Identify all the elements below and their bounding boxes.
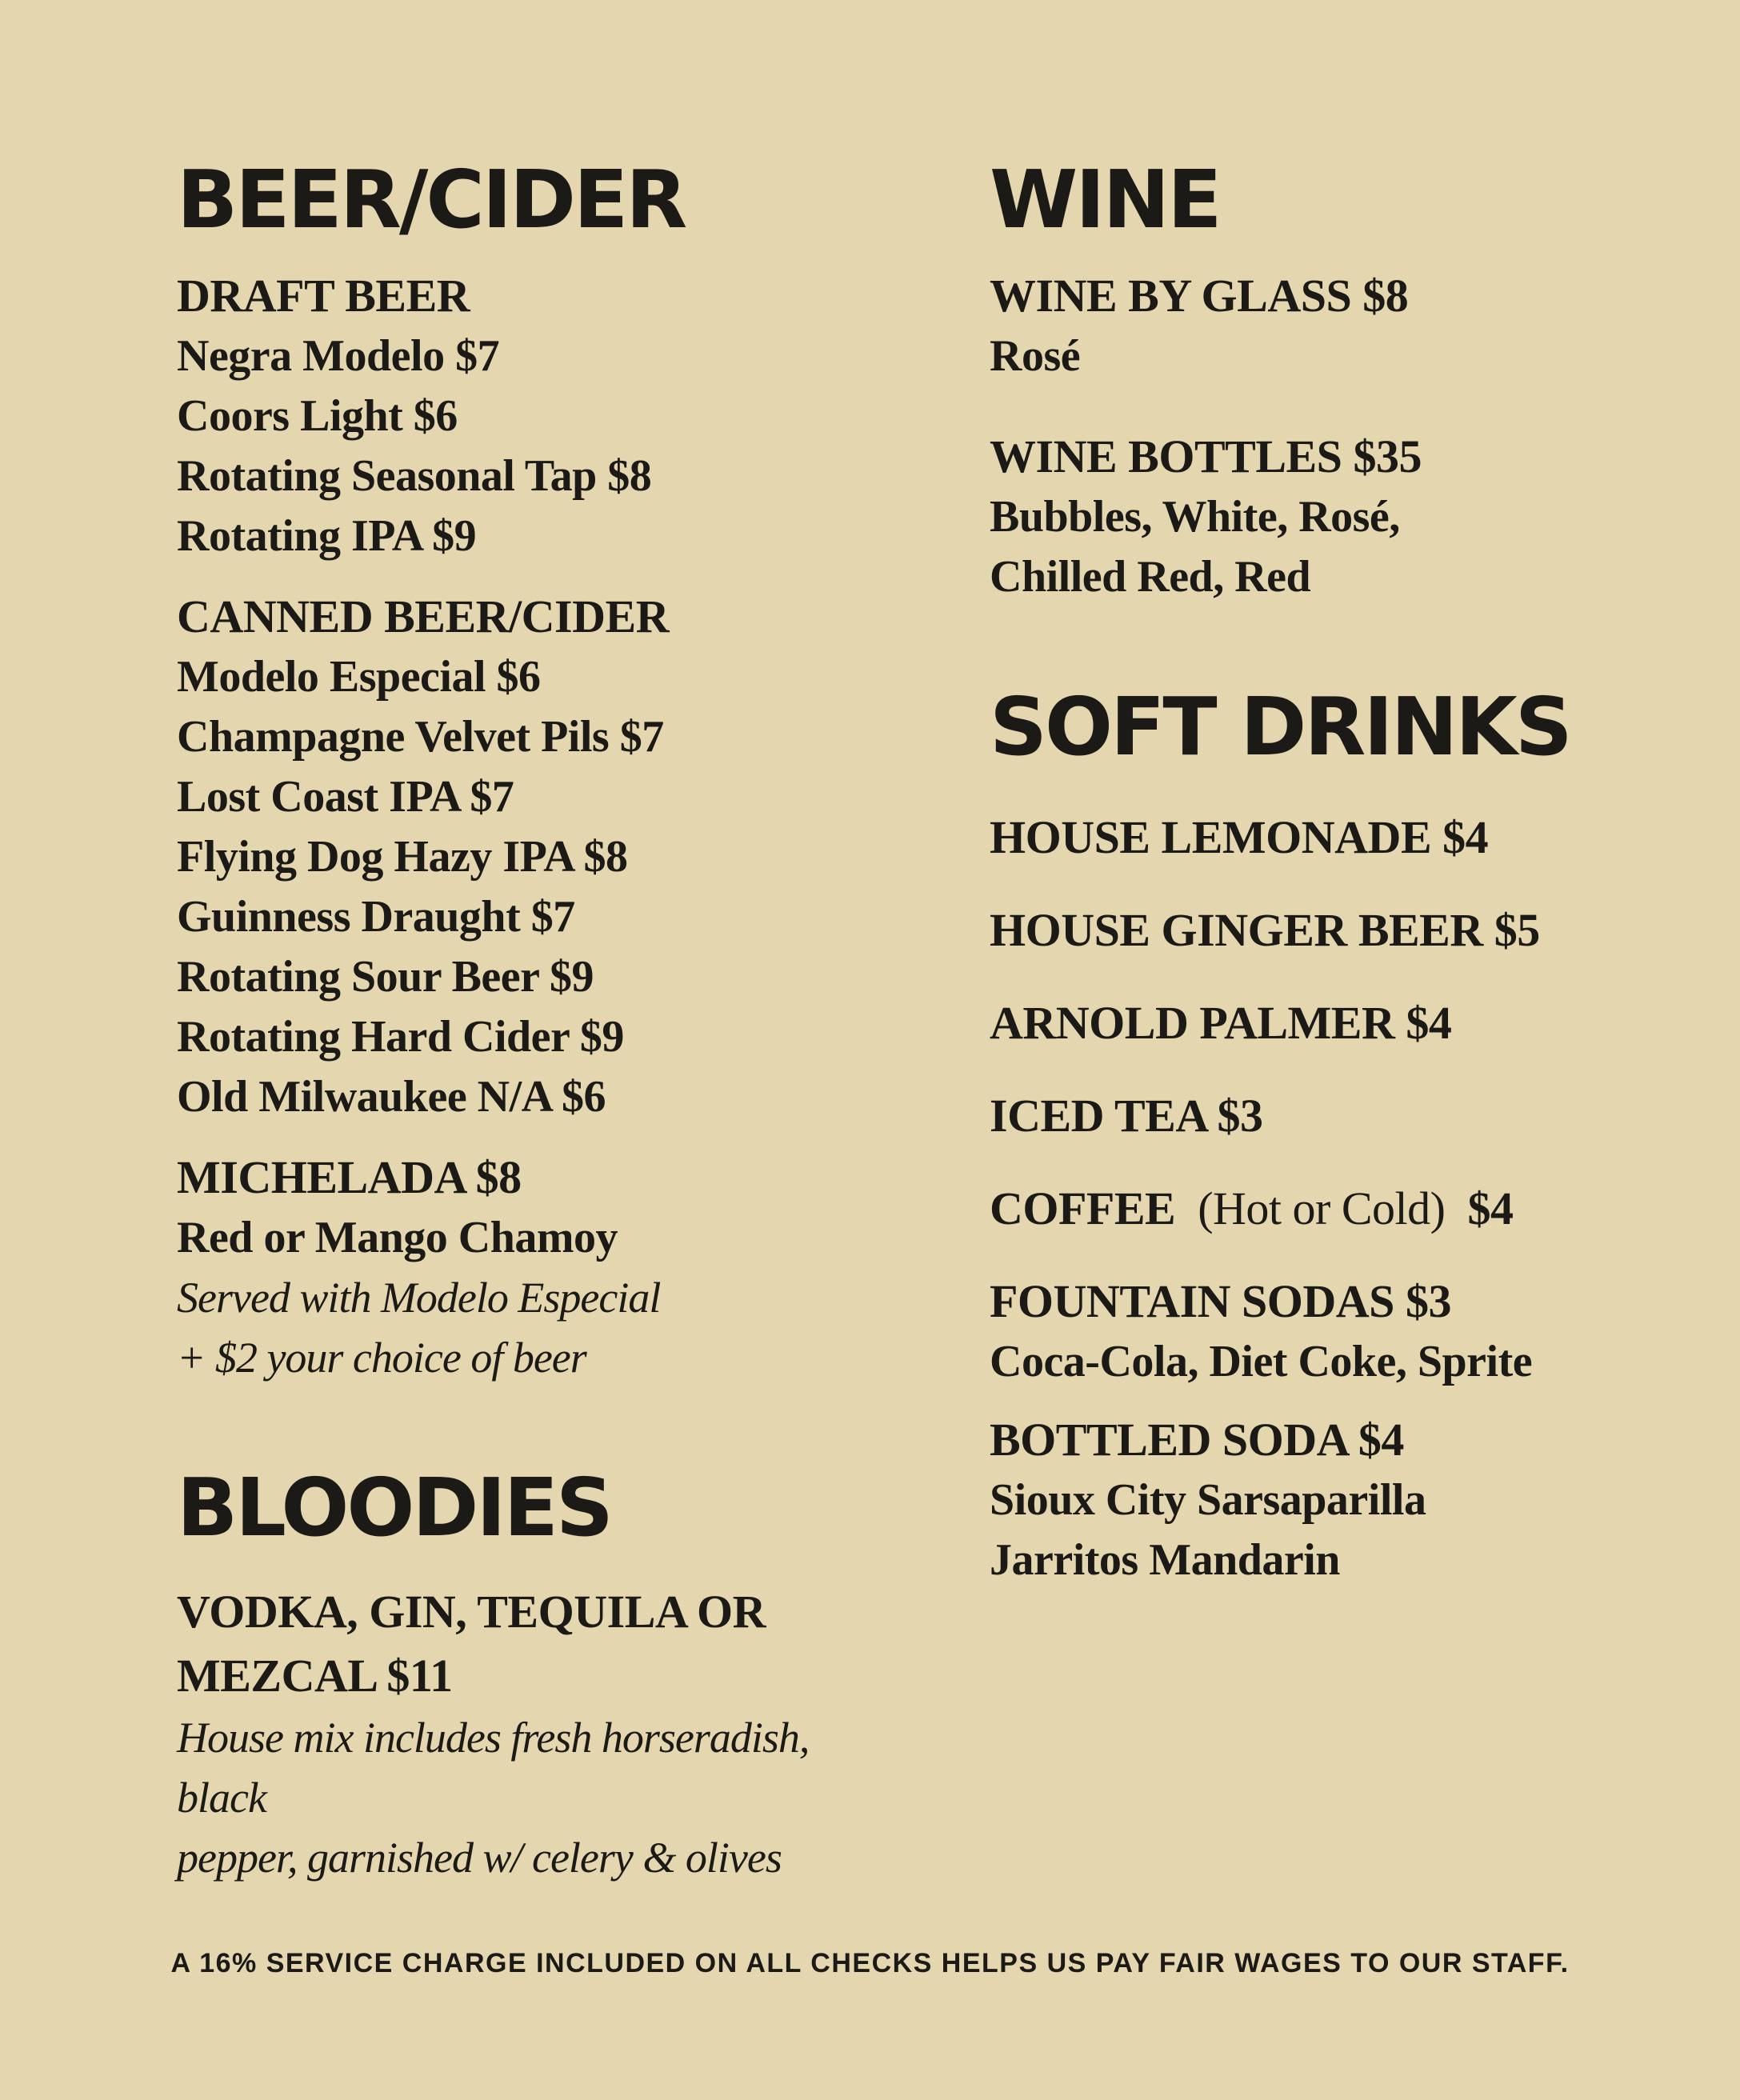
soft-drinks-title: SOFT DRINKS (990, 680, 1570, 774)
left-column (177, 152, 881, 1888)
menu-item: Modelo Especial $6 (177, 652, 541, 702)
menu-item: Rotating Hard Cider $9 (177, 1012, 624, 1062)
michelada-section (177, 1147, 881, 1388)
coffee-price: $4 (1467, 1182, 1514, 1234)
menu-item: Sioux City Sarsaparilla (990, 1475, 1426, 1525)
menu-item: Coca-Cola, Diet Coke, Sprite (990, 1337, 1533, 1386)
wine-bottles-heading: WINE BOTTLES $35 (990, 430, 1422, 482)
menu-item: Bubbles, White, Rosé, (990, 492, 1400, 542)
iced-tea-heading: ICED TEA $3 (990, 1090, 1263, 1142)
menu-item: Jarritos Mandarin (990, 1535, 1340, 1585)
service-charge-footer: A 16% SERVICE CHARGE INCLUDED ON ALL CHECKS HELPS US PAY FAIR WAGES TO OUR STAFF. (170, 1948, 1570, 1978)
menu-item: Lost Coast IPA $7 (177, 772, 514, 822)
coffee-options: (Hot or Cold) (1198, 1182, 1446, 1234)
menu-note: pepper, garnished w/ celery & olives (177, 1834, 782, 1882)
menu-note: House mix includes fresh horseradish, black (177, 1714, 810, 1822)
menu-item: Old Milwaukee N/A $6 (177, 1072, 606, 1122)
bloodies-heading: MEZCAL $11 (177, 1650, 453, 1702)
canned-beer-section (177, 586, 881, 1127)
fountain-sodas-heading: FOUNTAIN SODAS $3 (990, 1275, 1451, 1327)
menu-item: Rotating IPA $9 (177, 511, 477, 561)
menu-item: Rotating Sour Beer $9 (177, 952, 594, 1002)
menu-note: Served with Modelo Especial (177, 1274, 661, 1322)
draft-beer-section (177, 266, 881, 566)
wine-glass-heading: WINE BY GLASS $8 (990, 270, 1409, 322)
menu-item: Flying Dog Hazy IPA $8 (177, 832, 628, 882)
draft-beer-heading: DRAFT BEER (177, 270, 470, 322)
wine-glass-section (990, 266, 1694, 386)
menu-item: Rotating Seasonal Tap $8 (177, 451, 652, 501)
bloodies-title: BLOODIES (177, 1461, 611, 1554)
arnold-palmer-heading: ARNOLD PALMER $4 (990, 997, 1452, 1049)
menu-item: Chilled Red, Red (990, 552, 1311, 602)
bottled-soda-heading: BOTTLED SODA $4 (990, 1414, 1404, 1466)
menu-item: Rosé (990, 331, 1081, 381)
bloodies-section (177, 1580, 881, 1888)
menu-item: Guinness Draught $7 (177, 892, 575, 942)
wine-bottles-section (990, 426, 1694, 607)
coffee-heading (990, 1178, 1694, 1239)
beer-cider-title: BEER/CIDER (177, 153, 686, 246)
canned-beer-heading: CANNED BEER/CIDER (177, 590, 670, 642)
menu-item: Champagne Velvet Pils $7 (177, 712, 664, 762)
lemonade-heading: HOUSE LEMONADE $4 (990, 811, 1489, 863)
wine-title: WINE (990, 153, 1220, 246)
right-column (990, 152, 1694, 1590)
menu-note: + $2 your choice of beer (177, 1334, 586, 1382)
menu-item: Red or Mango Chamoy (177, 1213, 618, 1262)
coffee-name: COFFEE (990, 1182, 1176, 1234)
soft-drinks-section (990, 807, 1694, 1590)
bloodies-heading: VODKA, GIN, TEQUILA OR (177, 1586, 766, 1638)
ginger-beer-heading: HOUSE GINGER BEER $5 (990, 904, 1540, 956)
menu-item: Coors Light $6 (177, 391, 458, 441)
michelada-heading: MICHELADA $8 (177, 1151, 522, 1203)
menu-item: Negra Modelo $7 (177, 331, 500, 381)
